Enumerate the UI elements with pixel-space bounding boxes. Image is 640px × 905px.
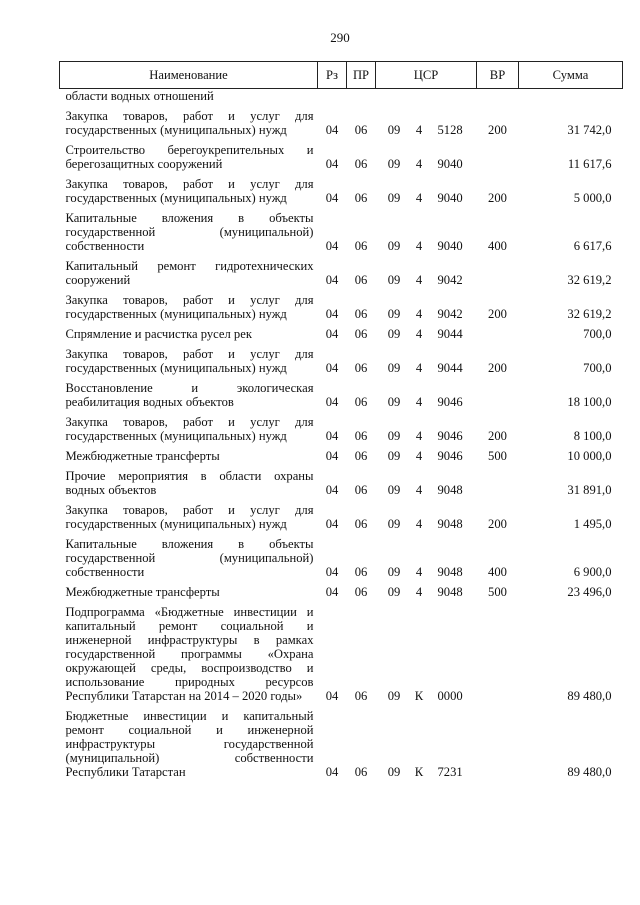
table-row: [60, 293, 623, 321]
row-pr: 06: [354, 765, 368, 779]
row-csr-program: 09: [387, 585, 401, 599]
row-sum: 700,0: [583, 327, 612, 341]
row-name-line: реабилитация водных объектов: [65, 395, 234, 409]
row-sum: 6 900,0: [573, 565, 612, 579]
row-name-line: Капитальные вложения в объекты: [65, 537, 314, 551]
row-pr: 06: [354, 483, 368, 497]
row-name: [60, 177, 318, 205]
row-name: [60, 347, 318, 375]
row-csr-program: 09: [387, 517, 401, 531]
row-name: [60, 293, 318, 321]
row-pr: 06: [354, 565, 368, 579]
row-vr: 200: [488, 191, 507, 205]
row-name-line: государственной (муниципальной): [65, 551, 314, 565]
row-name-line: государственных (муниципальных) нужд: [65, 361, 287, 375]
row-name-line: Подпрограмма «Бюджетные инвестиции и: [65, 605, 314, 619]
row-sum: 31 742,0: [567, 123, 612, 137]
row-rz: 04: [325, 449, 339, 463]
row-sum: 11 617,6: [567, 157, 612, 171]
row-csr-program: 09: [387, 123, 401, 137]
row-name-line: берегозащитных сооружений: [65, 157, 223, 171]
row-csr-subprogram: 4: [415, 429, 423, 443]
row-sum: 89 480,0: [567, 689, 612, 703]
row-rz: 04: [325, 689, 339, 703]
row-sum: 1 495,0: [573, 517, 612, 531]
row-csr-program: 09: [387, 449, 401, 463]
row-csr-program: 09: [387, 273, 401, 287]
row-csr-subprogram: 4: [415, 565, 423, 579]
row-name: [60, 327, 318, 341]
row-csr-code: 9044: [437, 327, 463, 341]
row-rz: 04: [325, 361, 339, 375]
table-row: [60, 327, 623, 341]
row-csr-code: 9040: [437, 239, 463, 253]
row-name-line: Закупка товаров, работ и услуг для: [65, 109, 314, 123]
row-name-line: Закупка товаров, работ и услуг для: [65, 177, 314, 191]
row-name-line: Строительство берегоукрепительных и: [65, 143, 314, 157]
row-rz: 04: [325, 395, 339, 409]
table-row: [60, 585, 623, 599]
row-pr: 06: [354, 239, 368, 253]
row-rz: 04: [325, 565, 339, 579]
row-vr: [477, 709, 519, 779]
table-row: [60, 143, 623, 171]
row-vr: 200: [488, 123, 507, 137]
table-row: [60, 469, 623, 497]
row-vr: 400: [488, 565, 507, 579]
row-rz: 04: [325, 191, 339, 205]
row-name-line: государственных (муниципальных) нужд: [65, 429, 287, 443]
row-rz: 04: [325, 585, 339, 599]
row-pr: 06: [354, 689, 368, 703]
row-csr-code: 9048: [437, 483, 463, 497]
row-csr-code: 9040: [437, 191, 463, 205]
row-csr-subprogram: 4: [415, 191, 423, 205]
row-sum: 32 619,2: [567, 307, 612, 321]
table-row: [60, 415, 623, 443]
row-vr: [477, 259, 519, 287]
row-csr-code: 9046: [437, 449, 463, 463]
row-csr-program: 09: [387, 239, 401, 253]
row-name: [60, 143, 318, 171]
row-sum: 31 891,0: [567, 483, 612, 497]
row-sum: 10 000,0: [567, 449, 612, 463]
row-name: [60, 211, 318, 253]
row-vr: 400: [488, 239, 507, 253]
row-vr: [477, 327, 519, 341]
row-sum: 23 496,0: [567, 585, 612, 599]
row-pr: 06: [354, 361, 368, 375]
row-name-line: государственной программы «Охрана: [65, 647, 314, 661]
row-csr-subprogram: 4: [415, 307, 423, 321]
table-row: [60, 381, 623, 409]
row-name-line: (муниципальной) собственности: [65, 751, 314, 765]
row-vr: [477, 143, 519, 171]
row-vr: 200: [488, 307, 507, 321]
row-name: [60, 709, 318, 779]
row-rz: [318, 89, 347, 104]
row-sum: 5 000,0: [573, 191, 612, 205]
row-csr-subprogram: К: [414, 689, 424, 703]
row-csr-subprogram: 4: [415, 585, 423, 599]
row-rz: 04: [325, 157, 339, 171]
row-name-line: окружающей среды, воспроизводство и: [65, 661, 314, 675]
row-name-line: Закупка товаров, работ и услуг для: [65, 293, 314, 307]
row-rz: 04: [325, 327, 339, 341]
table-row: [60, 211, 623, 253]
table-row: [60, 503, 623, 531]
row-csr-subprogram: 4: [415, 395, 423, 409]
row-csr-subprogram: 4: [415, 327, 423, 341]
row-name-line: Закупка товаров, работ и услуг для: [65, 415, 314, 429]
row-csr-program: 09: [387, 191, 401, 205]
row-csr-program: 09: [387, 157, 401, 171]
row-csr-code: 9042: [437, 307, 463, 321]
row-csr-code: 0000: [437, 689, 463, 703]
table-row: [60, 177, 623, 205]
row-csr-code: 9048: [437, 517, 463, 531]
row-pr: 06: [354, 449, 368, 463]
row-csr-code: [430, 89, 477, 104]
row-name-line: собственности: [65, 565, 145, 579]
row-name: [60, 109, 318, 137]
row-name-line: сооружений: [65, 273, 131, 287]
row-name: [60, 503, 318, 531]
row-name-line: водных объектов: [65, 483, 157, 497]
row-csr-program: 09: [387, 689, 401, 703]
row-csr-subprogram: 4: [415, 239, 423, 253]
row-rz: 04: [325, 273, 339, 287]
budget-table: [59, 61, 623, 779]
header-csr: ЦСР: [376, 62, 477, 89]
row-csr-subprogram: 4: [415, 517, 423, 531]
row-name-line: инженерной инфраструктуры в рамках: [65, 633, 314, 647]
header-name: Наименование: [60, 62, 318, 89]
row-pr: 06: [354, 191, 368, 205]
row-vr: 200: [488, 361, 507, 375]
row-vr: [477, 381, 519, 409]
row-name-line: государственных (муниципальных) нужд: [65, 517, 287, 531]
row-pr: [347, 89, 376, 104]
row-csr-subprogram: К: [414, 765, 424, 779]
row-vr: [477, 469, 519, 497]
row-rz: 04: [325, 517, 339, 531]
row-csr-subprogram: 4: [415, 361, 423, 375]
row-rz: 04: [325, 483, 339, 497]
row-vr: 500: [488, 585, 507, 599]
header-sum: Сумма: [519, 62, 623, 89]
table-header: [60, 62, 623, 89]
row-name: [60, 469, 318, 497]
row-name-line: ремонт социальной и инженерной: [65, 723, 314, 737]
budget-table-container: [59, 61, 622, 779]
row-pr: 06: [354, 123, 368, 137]
table-row: [60, 259, 623, 287]
table-row: [60, 605, 623, 703]
header-vr: ВР: [477, 62, 519, 89]
row-sum: 6 617,6: [573, 239, 612, 253]
row-sum: 8 100,0: [573, 429, 612, 443]
row-sum: [519, 89, 623, 104]
row-name-line: инфраструктуры государственной: [65, 737, 314, 751]
row-name-line: Капитальные вложения в объекты: [65, 211, 314, 225]
table-row: [60, 89, 623, 104]
row-name-line: Межбюджетные трансферты: [65, 585, 220, 599]
row-csr-code: 7231: [437, 765, 463, 779]
row-csr-subprogram: 4: [415, 123, 423, 137]
row-name-line: Спрямление и расчистка русел рек: [65, 327, 252, 341]
row-name-line: государственных (муниципальных) нужд: [65, 123, 287, 137]
row-csr-subprogram: 4: [415, 483, 423, 497]
row-name-line: Восстановление и экологическая: [65, 381, 314, 395]
table-row: [60, 537, 623, 579]
row-name-line: использование природных ресурсов: [65, 675, 314, 689]
row-csr-code: 9040: [437, 157, 463, 171]
table-row: [60, 347, 623, 375]
row-csr-program: 09: [387, 565, 401, 579]
row-pr: 06: [354, 517, 368, 531]
row-pr: 06: [354, 307, 368, 321]
row-rz: 04: [325, 429, 339, 443]
row-name-line: Закупка товаров, работ и услуг для: [65, 347, 314, 361]
row-csr-subprogram: [409, 89, 430, 104]
row-csr-code: 9048: [437, 585, 463, 599]
row-csr-subprogram: 4: [415, 273, 423, 287]
row-csr-subprogram: 4: [415, 449, 423, 463]
header-pr: ПР: [347, 62, 376, 89]
row-name: [60, 449, 318, 463]
row-name: [60, 89, 318, 104]
row-pr: 06: [354, 157, 368, 171]
row-vr: [477, 605, 519, 703]
row-rz: 04: [325, 765, 339, 779]
row-name-line: Республики Татарстан на 2014 – 2020 годы»: [65, 689, 303, 703]
row-vr: 500: [488, 449, 507, 463]
row-csr-program: 09: [387, 429, 401, 443]
row-sum: 32 619,2: [567, 273, 612, 287]
row-name-line: Бюджетные инвестиции и капитальный: [65, 709, 314, 723]
header-rz: Рз: [318, 62, 347, 89]
row-csr-code: 9048: [437, 565, 463, 579]
row-rz: 04: [325, 123, 339, 137]
row-name: [60, 605, 318, 703]
row-name-line: государственной (муниципальной): [65, 225, 314, 239]
row-name-line: Республики Татарстан: [65, 765, 186, 779]
row-csr-program: [376, 89, 409, 104]
row-csr-program: 09: [387, 483, 401, 497]
row-pr: 06: [354, 327, 368, 341]
row-pr: 06: [354, 395, 368, 409]
row-pr: 06: [354, 273, 368, 287]
row-csr-program: 09: [387, 307, 401, 321]
row-name-line: Закупка товаров, работ и услуг для: [65, 503, 314, 517]
row-vr: 200: [488, 517, 507, 531]
row-name-line: собственности: [65, 239, 145, 253]
page-number: 290: [330, 30, 350, 45]
row-name: [60, 415, 318, 443]
row-rz: 04: [325, 239, 339, 253]
row-name: [60, 381, 318, 409]
row-name-line: Межбюджетные трансферты: [65, 449, 220, 463]
row-name-line: государственных (муниципальных) нужд: [65, 191, 287, 205]
row-pr: 06: [354, 585, 368, 599]
row-sum: 18 100,0: [567, 395, 612, 409]
row-csr-program: 09: [387, 361, 401, 375]
row-vr: 200: [488, 429, 507, 443]
row-sum: 89 480,0: [567, 765, 612, 779]
row-name-line: Прочие мероприятия в области охраны: [65, 469, 314, 483]
table-row: [60, 109, 623, 137]
row-name: [60, 537, 318, 579]
row-csr-program: 09: [387, 765, 401, 779]
row-csr-program: 09: [387, 327, 401, 341]
row-csr-code: 9046: [437, 429, 463, 443]
table-row: [60, 709, 623, 779]
row-rz: 04: [325, 307, 339, 321]
row-csr-code: 5128: [437, 123, 463, 137]
row-name-line: капитальный ремонт социальной и: [65, 619, 314, 633]
row-name-line: Капитальный ремонт гидротехнических: [65, 259, 314, 273]
row-csr-code: 9044: [437, 361, 463, 375]
row-name: [60, 259, 318, 287]
row-csr-subprogram: 4: [415, 157, 423, 171]
row-csr-program: 09: [387, 395, 401, 409]
row-csr-code: 9042: [437, 273, 463, 287]
table-body: [60, 89, 623, 780]
row-pr: 06: [354, 429, 368, 443]
row-vr: [477, 89, 519, 104]
row-sum: 700,0: [583, 361, 612, 375]
row-csr-code: 9046: [437, 395, 463, 409]
row-name-line: государственных (муниципальных) нужд: [65, 307, 287, 321]
table-row: [60, 449, 623, 463]
row-name: [60, 585, 318, 599]
row-name-line: области водных отношений: [65, 89, 214, 103]
